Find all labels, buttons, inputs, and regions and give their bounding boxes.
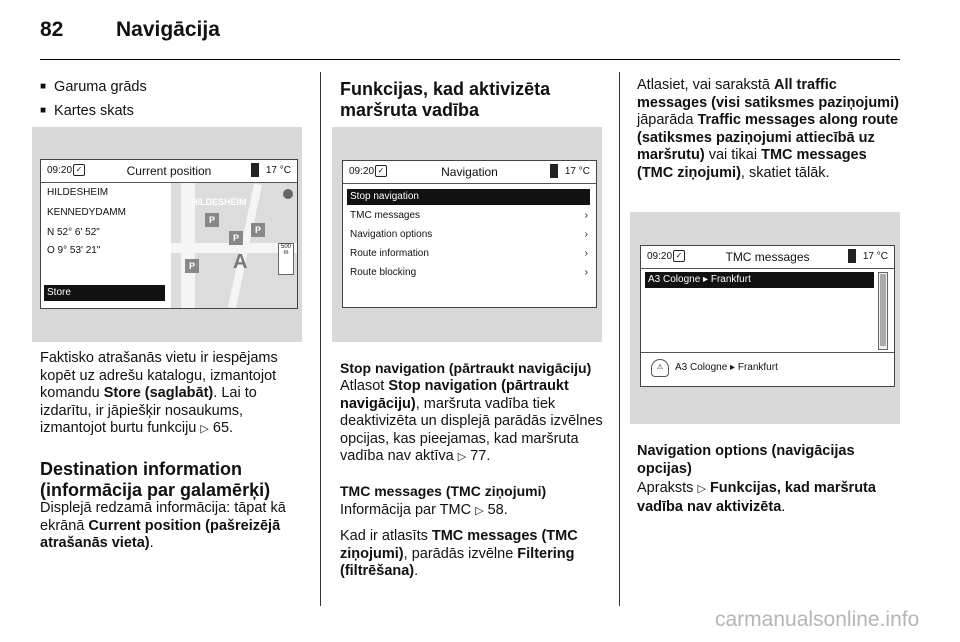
watermark: carmanualsonline.info xyxy=(715,608,920,631)
clock-time: 09:20 xyxy=(349,166,375,177)
paragraph-destination-information xyxy=(40,500,302,553)
paragraph-stop-navigation xyxy=(340,378,605,467)
clock-icon: ✓ xyxy=(73,164,85,176)
heading-functions-route-guidance xyxy=(340,79,610,121)
thermometer-icon xyxy=(251,163,259,177)
tmc-messages-screen xyxy=(640,245,895,387)
screen-header xyxy=(343,161,596,184)
bold-text: Filtering (filtrēšana) xyxy=(340,545,575,579)
parking-icon: P xyxy=(229,231,243,245)
text: Displejā redzamā informācija: tāpat kā ekrānā xyxy=(40,500,286,534)
map-view[interactable] xyxy=(171,183,298,309)
temperature: 17 °C xyxy=(265,165,291,176)
screenshot-navigation-menu xyxy=(332,127,602,342)
map-scale xyxy=(278,243,294,275)
menu-item-route-blocking[interactable] xyxy=(347,265,590,281)
bold-text[interactable]: Funkcijas, kad maršruta vadība nav aktivizēta xyxy=(637,480,876,515)
heading-line: (informācija par galamērķi) xyxy=(40,480,271,500)
text: Informācija par TMC xyxy=(340,502,476,518)
bullet-list xyxy=(40,76,310,124)
chevron-right-icon: › xyxy=(584,267,588,278)
screen-header xyxy=(41,160,297,183)
compass-icon xyxy=(283,189,293,199)
clock-icon: ✓ xyxy=(375,165,387,177)
divider xyxy=(641,352,894,353)
text: Atlasiet, vai sarakstā xyxy=(637,77,774,93)
clock-icon: ✓ xyxy=(673,250,685,262)
menu-item-label: Navigation options xyxy=(350,229,433,240)
text: , skatiet tālāk. xyxy=(740,164,830,181)
heading-line: Destination information xyxy=(40,459,242,479)
screen-header xyxy=(641,246,894,269)
bold-text: Stop navigation (pārtraukt navigāciju) xyxy=(340,378,569,412)
screen-title: Current position xyxy=(126,164,212,178)
menu-item-navigation-options[interactable] xyxy=(347,227,590,243)
paragraph-navigation-options xyxy=(637,480,902,516)
subheading-navigation-options xyxy=(637,443,902,478)
subheading-stop-navigation: Stop navigation (pārtraukt navigāciju) xyxy=(340,360,592,376)
page-title: Navigācija xyxy=(116,18,220,41)
navigation-screen xyxy=(342,160,597,308)
text: , parādās izvēlne xyxy=(403,545,518,562)
header-rule xyxy=(40,59,900,60)
text: Kad ir atlasīts xyxy=(340,528,432,544)
clock-time: 09:20 xyxy=(647,251,673,262)
bold-text: Current position (pašreizējā atrašanās vieta) xyxy=(40,517,281,551)
text: Faktisko atrašanās vietu ir iespējams kopēt uz adrešu katalogu, izmantojot komandu xyxy=(40,350,278,401)
reference-arrow-icon: ▷ xyxy=(475,505,484,517)
text: . Lai to izdarītu, ir jāpiešķir nosaukums, izmantojot burtu funkciju xyxy=(40,385,257,436)
menu-item-label: Stop navigation xyxy=(350,191,419,202)
thermometer-icon xyxy=(550,164,558,178)
scrollbar-thumb[interactable] xyxy=(880,274,886,346)
reference-arrow-icon: ▷ xyxy=(200,423,209,435)
paragraph-tmc-info xyxy=(340,502,605,521)
page-number: 82 xyxy=(40,18,64,41)
thermometer-icon xyxy=(848,249,856,263)
menu-item-label: Route information xyxy=(350,248,429,259)
bold-text: All traffic messages (visi satiksmes paziņojumi) xyxy=(637,77,899,111)
parking-icon: P xyxy=(251,223,265,237)
current-position-screen xyxy=(40,159,298,309)
page-reference[interactable]: 65. xyxy=(212,420,234,436)
scale-unit: m xyxy=(283,250,289,256)
tmc-message-detail: A3 Cologne ▸ Frankfurt xyxy=(675,362,778,373)
chevron-right-icon: › xyxy=(584,248,588,259)
column-divider xyxy=(619,72,620,606)
clock-time: 09:20 xyxy=(47,165,73,176)
screen-title: TMC messages xyxy=(725,250,810,264)
reference-arrow-icon: ▷ xyxy=(457,451,467,463)
info-latitude: N 52° 6' 52" xyxy=(47,227,100,238)
page-reference[interactable]: 77. xyxy=(470,448,491,464)
tmc-message-item[interactable]: A3 Cologne ▸ Frankfurt xyxy=(645,272,874,288)
screenshot-current-position xyxy=(32,127,302,342)
heading-line: maršruta vadība xyxy=(340,100,480,120)
text: vai tikai xyxy=(704,147,762,163)
heading-line: opcijas) xyxy=(637,460,692,477)
bullet-item: ■ Garuma grāds xyxy=(40,76,310,100)
heading-line: Funkcijas, kad aktivizēta xyxy=(340,79,551,99)
temperature: 17 °C xyxy=(862,251,888,262)
screen-title: Navigation xyxy=(441,165,498,179)
map-city-label: HILDESHEIM xyxy=(191,197,247,207)
text: , maršruta vadība tiek deaktivizēta un displejā parādās izvēlnes opcijas, kas pieejamas, kad maršruta vadība nav aktīva xyxy=(340,395,603,464)
store-button[interactable]: Store xyxy=(44,285,165,301)
menu-item-stop-navigation[interactable] xyxy=(347,189,590,205)
paragraph-store xyxy=(40,350,305,439)
info-street: KENNEDYDAMM xyxy=(47,207,126,218)
scrollbar[interactable] xyxy=(878,272,888,350)
paragraph-tmc-filtering xyxy=(340,528,605,581)
menu-item-label: Route blocking xyxy=(350,267,417,278)
paragraph-traffic-filter xyxy=(637,77,902,182)
bold-text: TMC messages (TMC ziņojumi) xyxy=(340,528,578,562)
column-divider xyxy=(320,72,321,606)
text: jāparāda xyxy=(637,112,698,128)
heading-line: Navigation options (navigācijas xyxy=(637,443,855,459)
menu-item-tmc-messages[interactable] xyxy=(347,208,590,224)
reference-arrow-icon: ▷ xyxy=(697,483,706,495)
menu-item-route-information[interactable] xyxy=(347,246,590,262)
traffic-warning-icon: ⚠ xyxy=(651,359,669,377)
text: Atlasot xyxy=(340,378,389,394)
position-marker-icon: A xyxy=(233,251,248,273)
parking-icon: P xyxy=(205,213,219,227)
heading-destination-information xyxy=(40,459,310,501)
scale-value: 500 xyxy=(280,244,291,250)
menu-item-label: TMC messages xyxy=(350,210,421,221)
info-longitude: O 9° 53' 21" xyxy=(47,245,101,256)
text: Apraksts xyxy=(637,480,698,496)
chevron-right-icon: › xyxy=(584,229,588,240)
temperature: 17 °C xyxy=(564,166,590,177)
screenshot-tmc-messages xyxy=(630,212,900,424)
bold-text: TMC messages (TMC ziņojumi) xyxy=(637,147,867,181)
page-reference[interactable]: 58. xyxy=(487,502,508,518)
chevron-right-icon: › xyxy=(584,210,588,221)
text: . xyxy=(149,535,154,551)
subheading-tmc-messages: TMC messages (TMC ziņojumi) xyxy=(340,483,547,499)
info-city: HILDESHEIM xyxy=(47,187,109,198)
text: . xyxy=(414,563,419,579)
bold-text: Store (saglabāt) xyxy=(103,385,214,401)
text: . xyxy=(781,498,786,515)
bullet-item: ■ Kartes skats xyxy=(40,100,310,124)
bold-text: Traffic messages along route (satiksmes paziņojumi attiecībā uz maršrutu) xyxy=(637,112,899,163)
parking-icon: P xyxy=(185,259,199,273)
